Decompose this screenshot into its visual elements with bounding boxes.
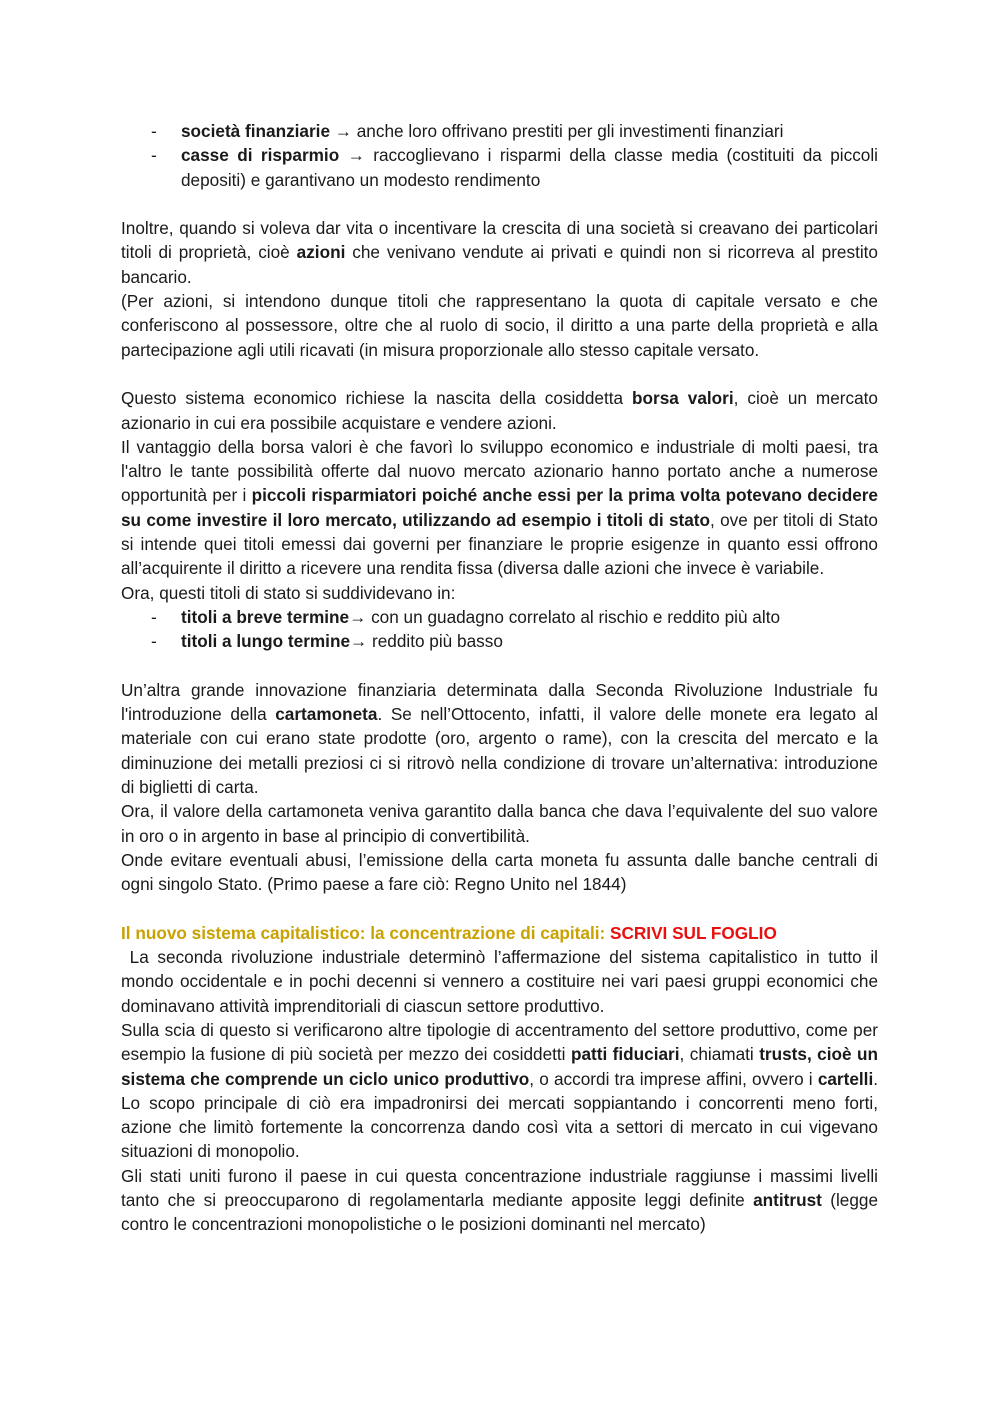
text-run: Questo sistema economico richiese la nascita della cosiddetta [121,388,633,409]
text-run: Un’altra grande innovazione finanziaria determinata dalla Seconda Rivoluzione Industriale fu l'introduzione della [121,679,878,725]
paragraph-vantaggio [121,435,878,581]
list-bullet: - [151,606,157,627]
list-item-societa-finanziarie [121,119,878,143]
blank-line [121,362,878,386]
list-bullet: - [151,121,157,141]
paragraph-cartamoneta [121,678,878,799]
text-run: che venivano vendute ai privati e quindi non si ricorreva al prestito bancario. [121,242,878,287]
list-text: → anche loro offrivano prestiti per gli investimenti finanziari [330,121,784,141]
list-term: società finanziarie [181,121,331,141]
heading-note: SCRIVI SUL FOGLIO [610,922,777,943]
text-run: , cioè un mercato azionario in cui era possibile acquistare e vendere azioni. [121,388,878,433]
list-term: casse di risparmio [181,145,340,166]
paragraph-stati-uniti [121,1164,878,1237]
bold-term: patti fiduciari [570,1044,680,1065]
text-run: , o accordi tra imprese affini, ovvero i [529,1068,818,1089]
bold-term: cartamoneta [275,704,378,725]
paragraph-abusi: Onde evitare eventuali abusi, l’emissione della carta moneta fu assunta dalle banche centrali di ogni singolo Stato. (Primo paese a fare ciò: Regno Unito nel 1844) [121,849,878,895]
list-term: titoli a lungo termine [181,631,351,652]
list-item-breve-termine [121,605,878,629]
list-text: → reddito più basso [350,631,503,652]
text-run: Sulla scia di questo si verificarono altre tipologie di accentramento del settore produttivo, come per esempio la fusione di più società per mezzo dei cosiddetti [121,1019,878,1065]
text-run: Gli stati uniti furono il paese in cui questa concentrazione industriale raggiunse i massimi livelli tanto che si preoccuparono di regolamentarla mediante apposite leggi definite [121,1165,878,1211]
blank-line [121,192,878,216]
list-term: titoli a breve termine [181,606,350,627]
bold-term: piccoli risparmiatori poiché anche essi per la prima volta potevano decidere su come investire il loro mercato, utilizzando ad esempio i titoli di stato [121,485,878,530]
bold-term: trusts, cioè un sistema che comprende un ciclo unico produttivo [121,1044,878,1089]
document-page [121,119,883,1237]
text-run: , chiamati [679,1044,760,1065]
blank-line [121,897,878,921]
list-text: → con un guadagno correlato al rischio e reddito più alto [349,606,781,627]
paragraph-accentramento [121,1018,878,1164]
paragraph-azioni [121,216,878,289]
text-run: Inoltre, quando si voleva dar vita o incentivare la crescita di una società si creavano dei particolari titoli di proprietà, cioè [121,218,878,263]
bold-term: cartelli [817,1068,874,1089]
paragraph-definizione-azioni: (Per azioni, si intendono dunque titoli che rappresentano la quota di capitale versato e che conferiscono al possessore, oltre che al ruolo di socio, il diritto a una parte della proprietà e alla partecipazione agli utili ricavati (in misura proporzionale allo stesso capitale versato. [121,291,878,360]
heading-title: Il nuovo sistema capitalistico: la concentrazione di capitali: [121,922,611,943]
text-run: . Se nell’Ottocento, infatti, il valore delle monete era legato al materiale con cui erano state prodotte (oro, argento o rame), con la crescita del mercato e la diminuzione dei metalli preziosi ci si ritrovò nella condizione di trovare un’alternativa: introduzione di biglietti di carta. [121,704,878,798]
bold-term: borsa valori [632,388,734,409]
paragraph-borsa-valori [121,386,878,435]
section-heading [121,921,878,945]
list-item-casse-di-risparmio [121,143,878,192]
bold-term: antitrust [753,1190,822,1211]
paragraph-titoli-intro: Ora, questi titoli di stato si suddividevano in: [121,582,456,603]
paragraph-seconda-rivoluzione: La seconda rivoluzione industriale determinò l’affermazione del sistema capitalistico in tutto il mondo occidentale e in pochi decenni si vennero a costituire nei vari paesi gruppi economici che dominavano attività imprenditoriali di ciascun settore produttivo. [121,947,883,1016]
blank-line [121,654,878,678]
list-item-lungo-termine [121,629,878,653]
text-run: . Lo scopo principale di ciò era impadronirsi dei mercati soppiantando i concorrenti meno forti, azione che limitò fortemente la concorrenza dando così vita a settori di mercato in cui vigevano situazioni di monopolio. [121,1068,879,1162]
list-text: → raccoglievano i risparmi della classe media (costituiti da piccoli depositi) e garantivano un modesto rendimento [181,145,878,190]
text-run: , ove per titoli di Stato si intende quei titoli emessi dai governi per finanziare le proprie esigenze in quanto essi offrono all’acquirente il diritto a ricevere una rendita fissa (diversa dalle azioni che invece è variabile. [121,509,878,579]
text-run: Il vantaggio della borsa valori è che favorì lo sviluppo economico e industriale di molti paesi, tra l'altro le tante possibilità offerte dal nuovo mercato azionario hanno portato anche a numerose opportunità per i [121,436,878,506]
text-run: (legge contro le concentrazioni monopolistiche o le posizioni dominanti nel mercato) [121,1190,879,1235]
list-bullet: - [151,145,157,166]
bold-term: azioni [296,242,346,263]
list-bullet: - [151,631,157,652]
paragraph-valore-cartamoneta: Ora, il valore della cartamoneta veniva garantito dalla banca che dava l’equivalente del suo valore in oro o in argento in base al principio di convertibilità. [121,801,878,846]
